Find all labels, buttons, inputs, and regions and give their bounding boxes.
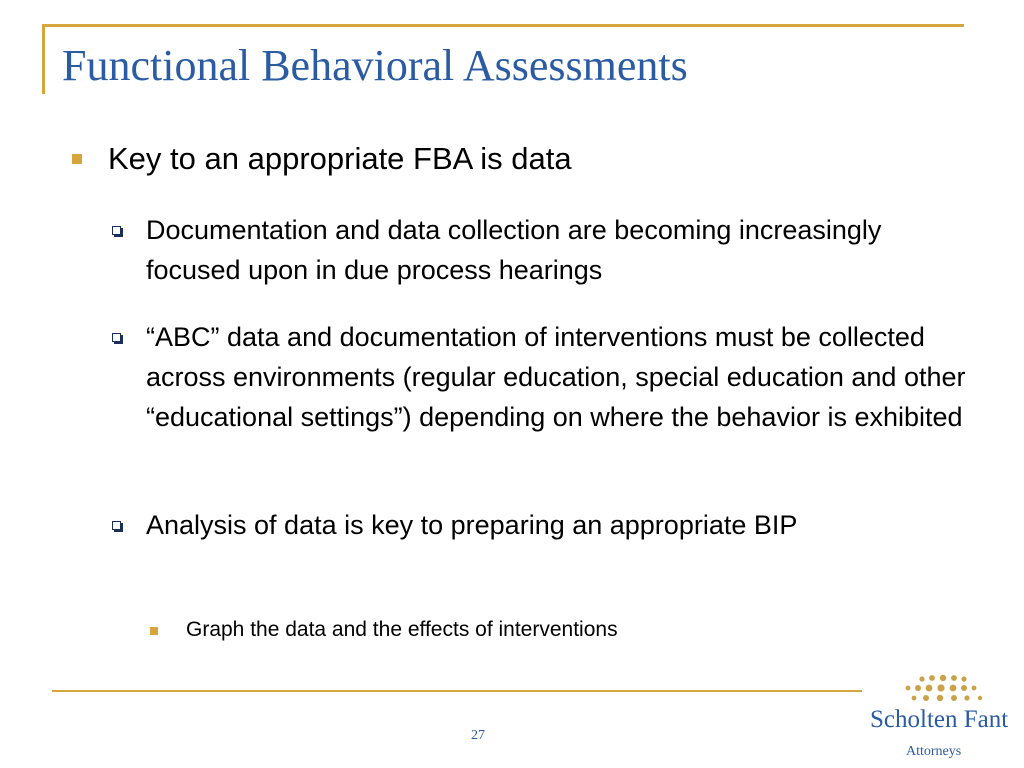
level1-bullet-icon xyxy=(72,154,82,164)
level2-bullet-text: “ABC” data and documentation of interventions must be collected across environments (regular education, special education and other “educational settings”) depending on where the behavior is exhibited xyxy=(146,322,966,432)
logo-firm-name: Scholten Fant xyxy=(870,706,1009,733)
level3-bullet-icon xyxy=(150,627,158,635)
slide-title: Functional Behavioral Assessments xyxy=(62,41,688,90)
title-frame-vertical-rule xyxy=(42,24,45,94)
level3-bullet-text: Graph the data and the effects of interventions xyxy=(186,618,618,641)
logo-subtitle: Attorneys xyxy=(906,744,962,759)
level2-bullet-text: Analysis of data is key to preparing an appropriate BIP xyxy=(146,510,798,540)
level1-bullet-text: Key to an appropriate FBA is data xyxy=(108,141,572,176)
level2-bullet-icon xyxy=(112,333,121,342)
footer-rule xyxy=(52,690,862,692)
title-frame-horizontal-rule xyxy=(42,24,964,27)
logo-dots-icon xyxy=(898,674,988,710)
level2-bullet-icon xyxy=(112,226,121,235)
page-number: 27 xyxy=(471,728,485,743)
level2-bullet-text: Documentation and data collection are becoming increasingly focused upon in due process hearings xyxy=(146,215,882,285)
level2-bullet-icon xyxy=(112,521,121,530)
